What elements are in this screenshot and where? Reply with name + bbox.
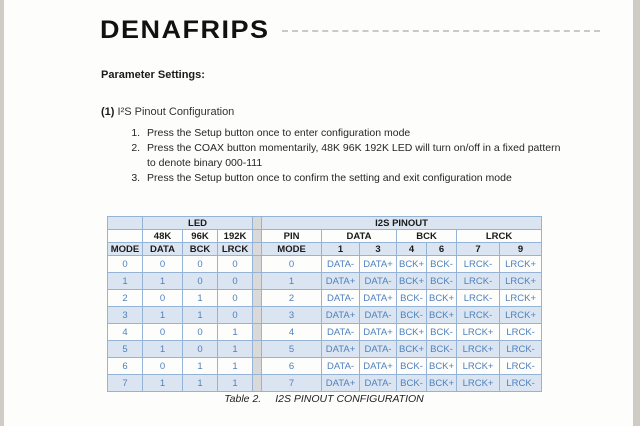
- pin-7-cell: LRCK+: [457, 358, 500, 375]
- document-page: [4, 0, 633, 426]
- pin-3-cell: DATA+: [360, 358, 397, 375]
- led-data-cell: 0: [143, 324, 183, 341]
- led-bck-cell: 1: [183, 307, 218, 324]
- setup-step: 1. Press the Setup button once to enter configuration mode: [143, 126, 571, 141]
- led-data-cell: 1: [143, 307, 183, 324]
- pin-col-header-4: 4: [397, 243, 427, 256]
- pin-3-cell: DATA+: [360, 256, 397, 273]
- gap-cell: [253, 324, 262, 341]
- blank-cell: [108, 230, 143, 243]
- pin-3-cell: DATA-: [360, 341, 397, 358]
- led-data-cell: 0: [143, 290, 183, 307]
- pin-mode-cell: 3: [262, 307, 322, 324]
- table-row: [108, 307, 542, 324]
- bck-signal-header: BCK: [397, 230, 457, 243]
- denafrips-logo: DENAFRIPS: [100, 16, 270, 44]
- pin-header: PIN: [262, 230, 322, 243]
- table-row: [108, 324, 542, 341]
- pin-9-cell: LRCK+: [500, 256, 542, 273]
- pin-7-cell: LRCK-: [457, 273, 500, 290]
- pin-mode-cell: 7: [262, 375, 322, 392]
- led-bck-cell: 0: [183, 256, 218, 273]
- pin-1-cell: DATA-: [322, 324, 360, 341]
- gap-cell: [253, 307, 262, 324]
- led-data-cell: 1: [143, 273, 183, 290]
- led-lrck-cell: 1: [218, 341, 253, 358]
- table-header-row-groups: [108, 217, 542, 230]
- mode-cell: 2: [108, 290, 143, 307]
- pin-6-cell: BCK-: [427, 341, 457, 358]
- led-data-cell: 0: [143, 358, 183, 375]
- mode-cell: 6: [108, 358, 143, 375]
- pinout-table-body: [108, 256, 542, 392]
- pin-col-header-3: 3: [360, 243, 397, 256]
- led-96k-header: 96K: [183, 230, 218, 243]
- table-row: [108, 375, 542, 392]
- pin-9-cell: LRCK+: [500, 273, 542, 290]
- table-caption-title: I2S PINOUT CONFIGURATION: [275, 393, 424, 405]
- pin-mode-cell: 0: [262, 256, 322, 273]
- data-signal-header: DATA: [322, 230, 397, 243]
- blank-cell: [108, 217, 143, 230]
- pin-1-cell: DATA+: [322, 307, 360, 324]
- table-row: [108, 256, 542, 273]
- pin-1-cell: DATA+: [322, 341, 360, 358]
- pin-4-cell: BCK+: [397, 273, 427, 290]
- pin-mode-cell: 5: [262, 341, 322, 358]
- table-caption: [107, 393, 541, 405]
- pin-6-cell: BCK+: [427, 307, 457, 324]
- pin-3-cell: DATA+: [360, 324, 397, 341]
- table-header-row-cols: [108, 243, 542, 256]
- pin-7-cell: LRCK+: [457, 341, 500, 358]
- pin-1-cell: DATA+: [322, 375, 360, 392]
- gap-cell: [253, 375, 262, 392]
- gap-cell: [253, 243, 262, 256]
- led-bck-cell: 0: [183, 341, 218, 358]
- table-row: [108, 341, 542, 358]
- gap-cell: [253, 273, 262, 290]
- mode-cell: 3: [108, 307, 143, 324]
- setup-steps-list: [125, 126, 571, 186]
- pin-7-cell: LRCK-: [457, 307, 500, 324]
- pin-mode-cell: 6: [262, 358, 322, 375]
- config-item-number: (1): [101, 106, 115, 118]
- lrck-signal-header: LRCK: [457, 230, 542, 243]
- setup-step: 2. Press the COAX button momentarily, 48K 96K 192K LED will turn on/off in a fixed pattern to denote binary 000-111: [143, 141, 571, 170]
- mode-cell: 0: [108, 256, 143, 273]
- gap-cell: [253, 230, 262, 243]
- pin-4-cell: BCK-: [397, 358, 427, 375]
- table-row: [108, 358, 542, 375]
- gap-cell: [253, 341, 262, 358]
- pin-col-header-1: 1: [322, 243, 360, 256]
- led-group-header: LED: [143, 217, 253, 230]
- led-lrck-cell: 1: [218, 324, 253, 341]
- led-48k-header: 48K: [143, 230, 183, 243]
- led-data-cell: 0: [143, 256, 183, 273]
- pin-9-cell: LRCK+: [500, 307, 542, 324]
- table-header-row-sub: [108, 230, 542, 243]
- pin-4-cell: BCK-: [397, 375, 427, 392]
- pin-3-cell: DATA-: [360, 273, 397, 290]
- led-data-cell: 1: [143, 341, 183, 358]
- led-data-cell: 1: [143, 375, 183, 392]
- gap-cell: [253, 290, 262, 307]
- pin-mode-cell: 2: [262, 290, 322, 307]
- pin-9-cell: LRCK-: [500, 341, 542, 358]
- table-row: [108, 273, 542, 290]
- header-dashed-rule: [282, 30, 600, 32]
- led-bck-cell: 1: [183, 375, 218, 392]
- pin-7-cell: LRCK+: [457, 375, 500, 392]
- led-lrck-cell: 0: [218, 256, 253, 273]
- mode-cell: 4: [108, 324, 143, 341]
- mode-cell: 7: [108, 375, 143, 392]
- led-lrck-cell: 1: [218, 375, 253, 392]
- pin-6-cell: BCK+: [427, 290, 457, 307]
- led-bck-col-header: BCK: [183, 243, 218, 256]
- mode-cell: 5: [108, 341, 143, 358]
- gap-cell: [253, 358, 262, 375]
- pin-4-cell: BCK-: [397, 290, 427, 307]
- setup-step: 3. Press the Setup button once to confirm the setting and exit configuration mode: [143, 171, 571, 186]
- pin-col-header-7: 7: [457, 243, 500, 256]
- led-lrck-cell: 0: [218, 273, 253, 290]
- gap-cell: [253, 217, 262, 230]
- i2s-pinout-group-header: I2S PINOUT: [262, 217, 542, 230]
- pin-4-cell: BCK-: [397, 307, 427, 324]
- led-bck-cell: 0: [183, 273, 218, 290]
- pin-9-cell: LRCK-: [500, 358, 542, 375]
- pin-1-cell: DATA+: [322, 273, 360, 290]
- led-bck-cell: 1: [183, 358, 218, 375]
- config-item-title: I²S Pinout Configuration: [117, 106, 235, 118]
- pinout-table-container: [107, 216, 541, 392]
- pinout-table: [107, 216, 542, 392]
- table-caption-label: Table 2.: [224, 393, 262, 405]
- pin-6-cell: BCK+: [427, 375, 457, 392]
- pin-3-cell: DATA+: [360, 290, 397, 307]
- pin-6-cell: BCK-: [427, 324, 457, 341]
- pin-mode-cell: 4: [262, 324, 322, 341]
- led-lrck-cell: 0: [218, 307, 253, 324]
- pin-7-cell: LRCK+: [457, 324, 500, 341]
- pin-1-cell: DATA-: [322, 358, 360, 375]
- mode-col-header: MODE: [108, 243, 143, 256]
- led-lrck-cell: 0: [218, 290, 253, 307]
- led-data-col-header: DATA: [143, 243, 183, 256]
- pin-9-cell: LRCK+: [500, 290, 542, 307]
- pin-col-header-6: 6: [427, 243, 457, 256]
- pin-9-cell: LRCK-: [500, 324, 542, 341]
- pin-3-cell: DATA-: [360, 375, 397, 392]
- pin-6-cell: BCK-: [427, 273, 457, 290]
- pin-6-cell: BCK+: [427, 358, 457, 375]
- pin-mode-col-header: MODE: [262, 243, 322, 256]
- pin-7-cell: LRCK-: [457, 290, 500, 307]
- led-lrck-col-header: LRCK: [218, 243, 253, 256]
- pin-col-header-9: 9: [500, 243, 542, 256]
- gap-cell: [253, 256, 262, 273]
- pin-4-cell: BCK+: [397, 256, 427, 273]
- mode-cell: 1: [108, 273, 143, 290]
- pin-3-cell: DATA-: [360, 307, 397, 324]
- led-192k-header: 192K: [218, 230, 253, 243]
- pin-1-cell: DATA-: [322, 256, 360, 273]
- led-bck-cell: 1: [183, 290, 218, 307]
- pin-7-cell: LRCK-: [457, 256, 500, 273]
- pin-4-cell: BCK+: [397, 324, 427, 341]
- pin-4-cell: BCK+: [397, 341, 427, 358]
- pin-mode-cell: 1: [262, 273, 322, 290]
- led-lrck-cell: 1: [218, 358, 253, 375]
- table-row: [108, 290, 542, 307]
- section-title: Parameter Settings:: [101, 69, 205, 81]
- pin-1-cell: DATA-: [322, 290, 360, 307]
- config-item-heading: [101, 106, 234, 118]
- led-bck-cell: 0: [183, 324, 218, 341]
- pin-9-cell: LRCK-: [500, 375, 542, 392]
- pin-6-cell: BCK-: [427, 256, 457, 273]
